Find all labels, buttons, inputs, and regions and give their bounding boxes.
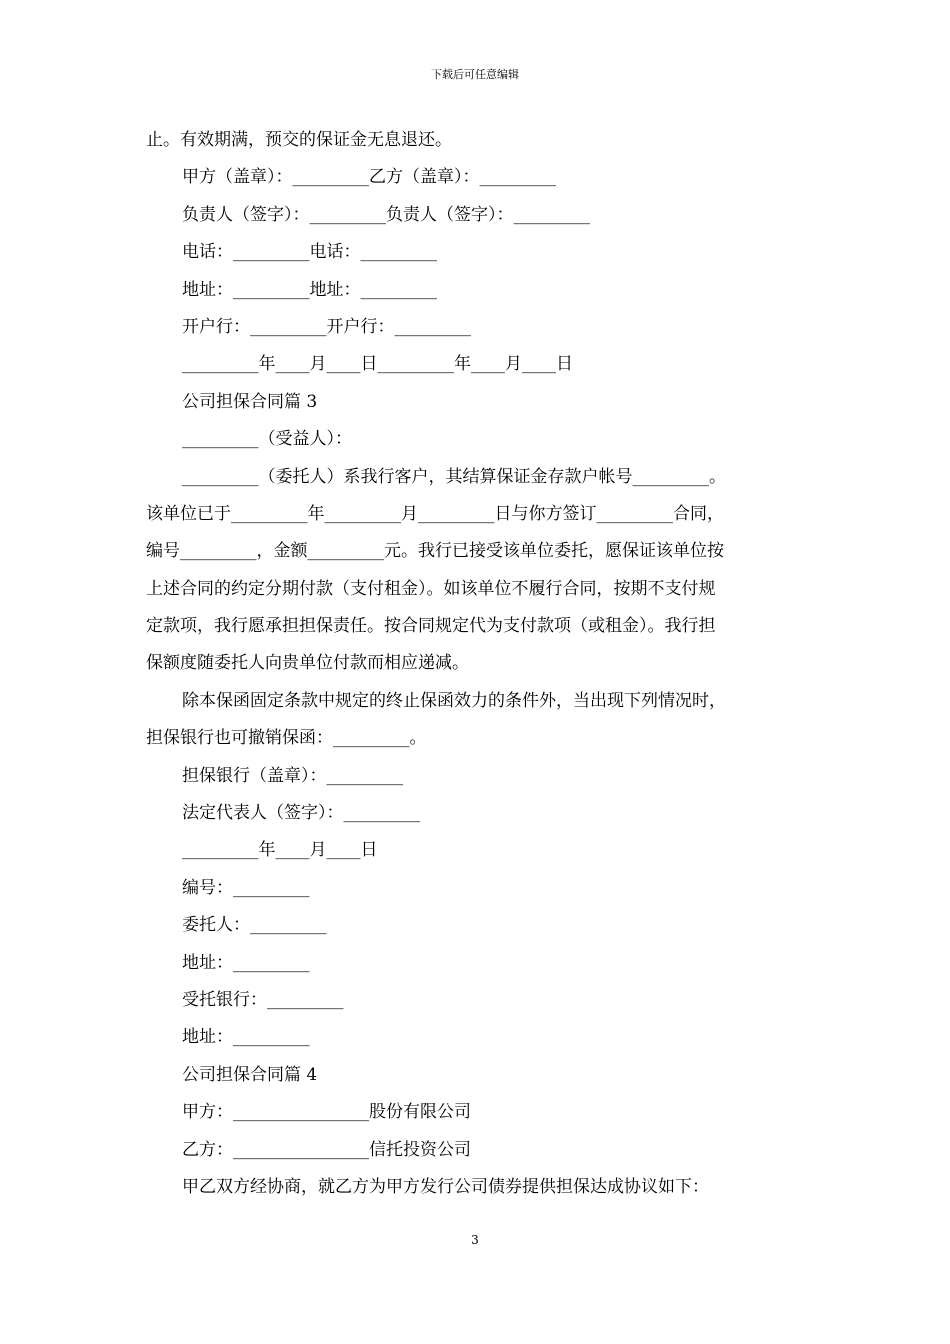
number-line: 编号：_________ (182, 877, 310, 898)
paragraph-line: 除本保函固定条款中规定的终止保函效力的条件外，当出现下列情况时， (182, 690, 726, 711)
address-line: 地址：_________ (182, 952, 310, 973)
paragraph-line: 上述合同的约定分期付款（支付租金）。如该单位不履行合同，按期不支付规 (146, 578, 716, 599)
date-line: _________年____月____日 (182, 840, 378, 861)
beneficiary-line: _________（受益人）： (182, 429, 352, 450)
address-line: 地址：_________地址：_________ (182, 279, 437, 300)
text-line: 止。有效期满，预交的保证金无息退还。 (146, 130, 452, 150)
paragraph-line: 保额度随委托人向贵单位付款而相应递减。 (146, 653, 469, 674)
responsible-person-signature-line: 负责人（签字）：_________负责人（签字）：_________ (182, 204, 590, 225)
paragraph-line: 定款项，我行愿承担担保责任。按合同规定代为支付款项（或租金）。我行担 (146, 616, 716, 637)
bank-account-line: 开户行：_________开户行：_________ (182, 316, 471, 337)
party-a-party-b-seal-line: 甲方（盖章）：_________乙方（盖章）：_________ (182, 167, 556, 188)
paragraph-line: _________（委托人）系我行客户，其结算保证金存款户帐号_________。 (182, 466, 726, 487)
paragraph-line: 甲乙双方经协商，就乙方为甲方发行公司债券提供担保达成协议如下： (182, 1176, 709, 1197)
party-a-line: 甲方：________________股份有限公司 (182, 1102, 471, 1123)
legal-representative-line: 法定代表人（签字）：_________ (182, 803, 420, 824)
document-body (146, 122, 810, 1206)
section-heading: 公司担保合同篇 3 (182, 391, 318, 412)
page-header: 下载后可任意编辑 (431, 68, 519, 81)
trustee-bank-line: 受托银行：_________ (182, 989, 344, 1010)
guarantee-bank-seal-line: 担保银行（盖章）：_________ (182, 765, 403, 786)
date-line: _________年____月____日_________年____月____日 (182, 354, 573, 375)
client-line: 委托人：_________ (182, 915, 327, 936)
paragraph-line: 该单位已于_________年_________月_________日与你方签订_________合同， (146, 503, 724, 524)
paragraph-line: 编号_________，金额_________元。我行已接受该单位委托，愿保证该单位按 (146, 541, 724, 562)
section-heading: 公司担保合同篇 4 (182, 1064, 318, 1085)
address-line: 地址：_________ (182, 1027, 310, 1048)
page-number: 3 (471, 1233, 479, 1247)
phone-line: 电话：_________电话：_________ (182, 242, 437, 263)
paragraph-line: 担保银行也可撤销保函：_________。 (146, 728, 427, 749)
party-b-line: 乙方：________________信托投资公司 (182, 1139, 471, 1160)
